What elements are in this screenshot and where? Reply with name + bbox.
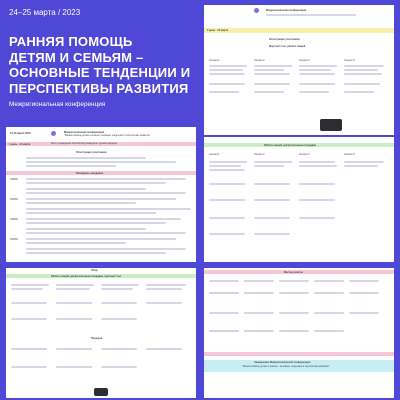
day1-time: 1 день · 24 марта <box>9 142 31 146</box>
program-page-bottom-left <box>6 268 196 398</box>
conference-title <box>9 34 204 96</box>
plenary-label: Пленарное заседание <box>76 171 104 175</box>
closing-title: Завершение Межрегиональной конференции <box>254 361 311 364</box>
conference-subtitle: Межрегиональная конференция <box>9 101 106 108</box>
section-2-label: Секция 2 <box>254 59 265 62</box>
sections-header: Работа секций, дискуссионные площадки <box>264 143 317 147</box>
closing-theme: "Ранняя помощь детям и семьям – основные тенденции и перспективы развития" <box>242 366 330 368</box>
program-header-kind: Межрегиональная конференция <box>64 131 105 134</box>
registration-label: Регистрация участников <box>76 151 107 154</box>
day1-place: Место проведения: Российский университет дружбы народов <box>51 142 117 145</box>
program-page-day2-sections <box>204 5 394 135</box>
section-1-label: Секция 1 <box>209 59 220 62</box>
day2-time: 2 день · 25 марта <box>207 29 229 32</box>
program-header-kind-2: Межрегиональная конференция <box>266 9 307 12</box>
break-label: Перерыв <box>91 337 103 340</box>
section-2-label-2: Секция 2 <box>254 153 265 156</box>
lunch-label: Обед <box>91 269 98 272</box>
section-4-label-2: Секция 4 <box>344 153 355 156</box>
title-line-1: РАННЯЯ ПОМОЩЬ <box>9 34 133 49</box>
program-page-sections-2 <box>204 137 394 262</box>
program-page-bottom-right <box>204 268 394 398</box>
conference-date: 24–25 марта / 2023 <box>9 8 81 17</box>
title-line-2: ДЕТЯМ И СЕМЬЯМ – <box>9 49 144 65</box>
bottom-left-header: Работа секций, дискуссионные площадки, круглый стол <box>51 274 122 278</box>
program-header-theme: "Ранняя помощь детям и семьям: основные тенденции и перспективы развития" <box>64 135 151 137</box>
title-line-3: ОСНОВНЫЕ ТЕНДЕНЦИИ И <box>9 65 191 80</box>
master-classes-header: Мастер-классы <box>284 270 304 274</box>
program-header-date: 24-25 марта 2023 <box>10 132 31 135</box>
title-line-4: ПЕРСПЕКТИВЫ РАЗВИТИЯ <box>9 80 189 96</box>
section-4-label: Секция 4 <box>344 59 355 62</box>
logo-icon <box>254 8 259 13</box>
section-1-label-2: Секция 1 <box>209 153 220 156</box>
program-page-day1 <box>6 127 196 262</box>
section-3-label-2: Секция 3 <box>299 153 310 156</box>
section-3-label: Секция 3 <box>299 59 310 62</box>
round-table-label: Круглый стол, работа секций <box>269 45 306 48</box>
logo-icon <box>51 131 56 136</box>
registration-label-2: Регистрация участников <box>269 38 300 41</box>
